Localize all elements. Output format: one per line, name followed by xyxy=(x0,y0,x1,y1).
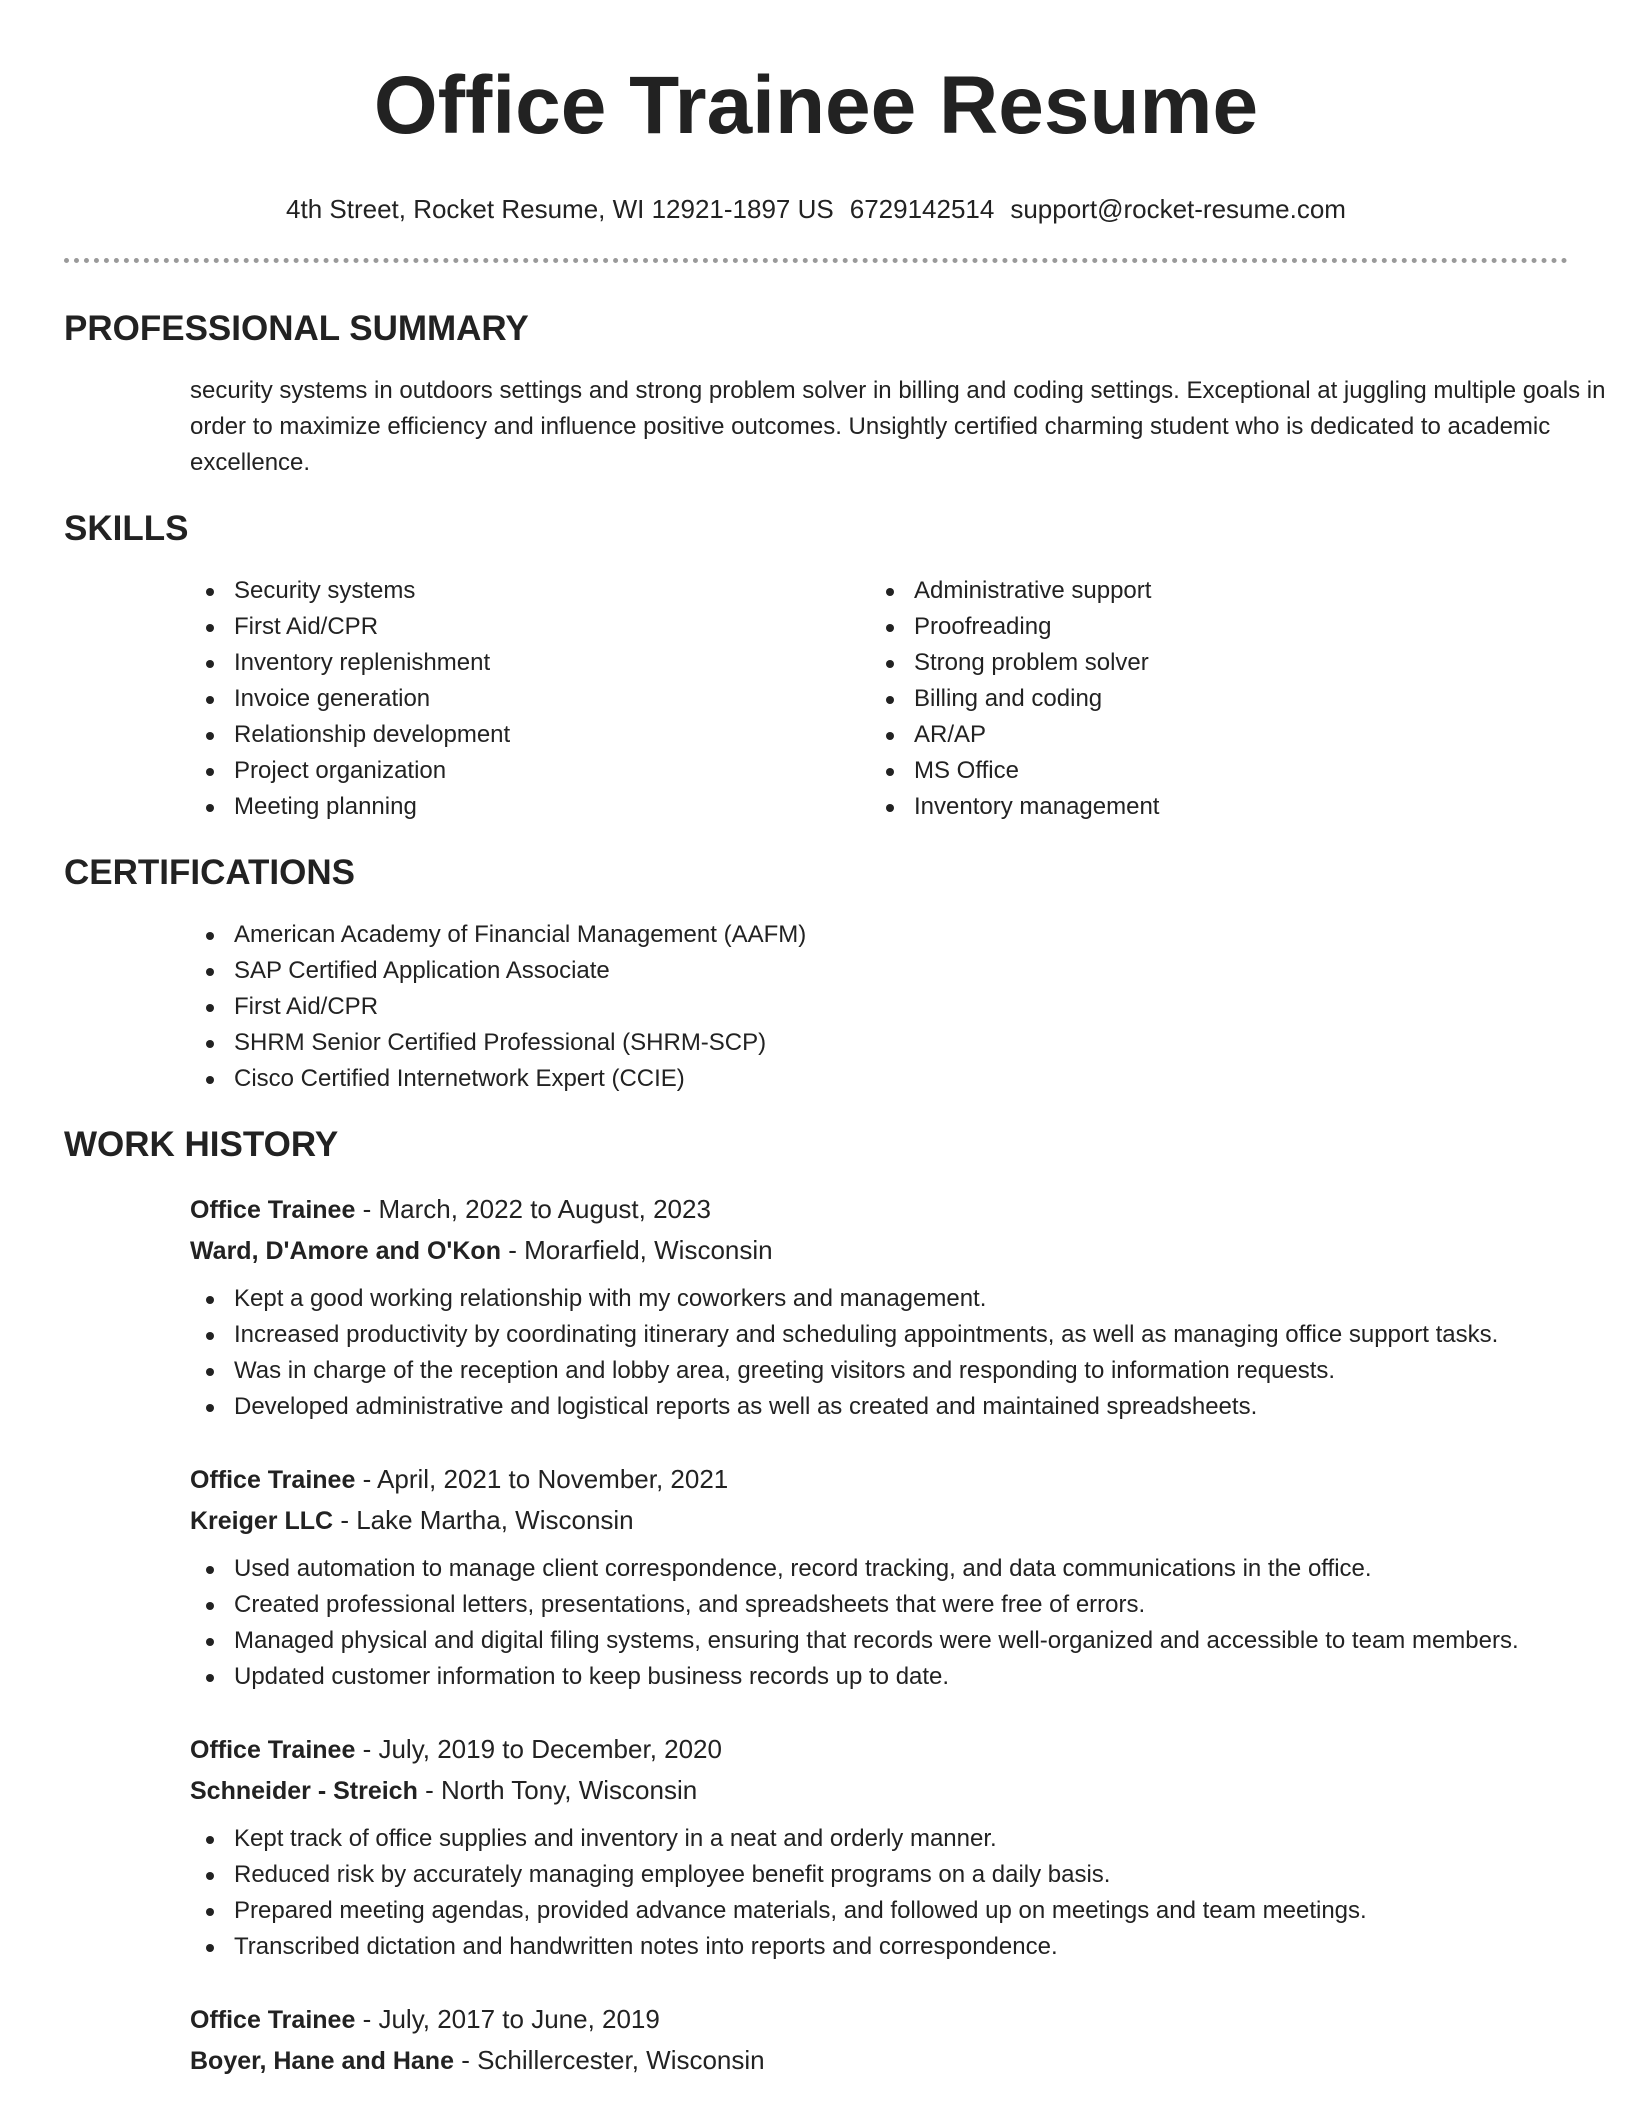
certification-item: SAP Certified Application Associate xyxy=(190,953,1568,989)
skill-item: Security systems xyxy=(190,573,870,609)
resume-title: Office Trainee Resume xyxy=(373,60,1259,151)
job-title: Office Trainee xyxy=(190,1196,356,1224)
certification-item: SHRM Senior Certified Professional (SHRM-SCP) xyxy=(190,1025,1568,1061)
skill-item: Inventory management xyxy=(870,789,1550,825)
duty-item: Transcribed dictation and handwritten notes into reports and correspondence. xyxy=(190,1929,1568,1965)
duty-item: Created professional letters, presentations, and spreadsheets that were free of errors. xyxy=(190,1587,1568,1623)
job-dates: - July, 2017 to June, 2019 xyxy=(355,2004,660,2034)
job-dates: - April, 2021 to November, 2021 xyxy=(355,1464,729,1494)
job-company-line xyxy=(190,1500,1568,1541)
duty-item: Developed administrative and logistical reports as well as created and maintained spreadsheets. xyxy=(190,1389,1568,1425)
skills-column-right xyxy=(870,573,1550,825)
certifications-list xyxy=(190,917,1568,1097)
skill-item: First Aid/CPR xyxy=(190,609,870,645)
skill-item: Invoice generation xyxy=(190,681,870,717)
work-history-heading: WORK HISTORY xyxy=(64,1125,339,1164)
skill-item: Strong problem solver xyxy=(870,645,1550,681)
job-duties xyxy=(190,1551,1568,1695)
certification-item: First Aid/CPR xyxy=(190,989,1568,1025)
duty-item: Increased productivity by coordinating itinerary and scheduling appointments, as well as managing office support tasks. xyxy=(190,1317,1568,1353)
company-location: - Schillercester, Wisconsin xyxy=(453,2045,765,2075)
job-entry xyxy=(190,1459,1568,1695)
company-location: - Morarfield, Wisconsin xyxy=(500,1235,773,1265)
job-entry xyxy=(190,1999,1568,2081)
company-name: Schneider - Streich xyxy=(190,1777,418,1805)
duty-item: Managed physical and digital filing systems, ensuring that records were well-organized and accessible to team members. xyxy=(190,1623,1568,1659)
address: 4th Street, Rocket Resume, WI 12921-1897 US xyxy=(286,194,834,224)
certification-item: Cisco Certified Internetwork Expert (CCIE) xyxy=(190,1061,1568,1097)
duty-item: Prepared meeting agendas, provided advance materials, and followed up on meetings and team meetings. xyxy=(190,1893,1568,1929)
skills-list-left xyxy=(190,573,870,825)
certification-item: American Academy of Financial Management (AAFM) xyxy=(190,917,1568,953)
company-name: Boyer, Hane and Hane xyxy=(190,2047,454,2075)
skill-item: AR/AP xyxy=(870,717,1550,753)
duty-item: Used automation to manage client correspondence, record tracking, and data communications in the office. xyxy=(190,1551,1568,1587)
certifications-heading: CERTIFICATIONS xyxy=(64,853,356,892)
job-dates: - July, 2019 to December, 2020 xyxy=(355,1734,722,1764)
job-title-line xyxy=(190,1459,1568,1500)
job-company-line xyxy=(190,1770,1568,1811)
job-company-line xyxy=(190,2040,1568,2081)
skill-item: Inventory replenishment xyxy=(190,645,870,681)
summary-text: security systems in outdoors settings and strong problem solver in billing and coding settings. Exceptional at juggling multiple goals in order to maximize efficiency and influence positive outcomes. Unsightly certified charming student who is dedicated to academic excellence. xyxy=(190,377,1606,476)
company-location: - North Tony, Wisconsin xyxy=(417,1775,698,1805)
job-entry xyxy=(190,1729,1568,1965)
duty-item: Reduced risk by accurately managing employee benefit programs on a daily basis. xyxy=(190,1857,1568,1893)
skills-heading: SKILLS xyxy=(64,509,189,548)
job-title-line xyxy=(190,1189,1568,1230)
skill-item: Meeting planning xyxy=(190,789,870,825)
company-name: Ward, D'Amore and O'Kon xyxy=(190,1237,501,1265)
phone: 6729142514 xyxy=(849,194,995,224)
duty-item: Was in charge of the reception and lobby area, greeting visitors and responding to information requests. xyxy=(190,1353,1568,1389)
skill-item: MS Office xyxy=(870,753,1550,789)
email: support@rocket-resume.com xyxy=(1010,194,1346,224)
job-duties xyxy=(190,1821,1568,1965)
skill-item: Administrative support xyxy=(870,573,1550,609)
job-title-line xyxy=(190,1999,1568,2040)
job-entry xyxy=(190,1189,1568,1425)
skill-item: Project organization xyxy=(190,753,870,789)
job-title: Office Trainee xyxy=(190,1466,356,1494)
job-title: Office Trainee xyxy=(190,1736,356,1764)
duty-item: Kept track of office supplies and inventory in a neat and orderly manner. xyxy=(190,1821,1568,1857)
contact-info xyxy=(64,194,1568,224)
job-title-line xyxy=(190,1729,1568,1770)
duty-item: Kept a good working relationship with my coworkers and management. xyxy=(190,1281,1568,1317)
skill-item: Proofreading xyxy=(870,609,1550,645)
job-company-line xyxy=(190,1230,1568,1271)
skills-column-left xyxy=(190,573,870,825)
company-location: - Lake Martha, Wisconsin xyxy=(333,1505,634,1535)
skill-item: Relationship development xyxy=(190,717,870,753)
job-title: Office Trainee xyxy=(190,2006,356,2034)
header-divider xyxy=(64,258,1568,263)
skills-list-right xyxy=(870,573,1550,825)
job-duties xyxy=(190,1281,1568,1425)
skills-grid xyxy=(190,573,1568,825)
company-name: Kreiger LLC xyxy=(190,1507,334,1535)
skill-item: Billing and coding xyxy=(870,681,1550,717)
summary-heading: PROFESSIONAL SUMMARY xyxy=(64,309,529,348)
job-dates: - March, 2022 to August, 2023 xyxy=(355,1194,711,1224)
duty-item: Updated customer information to keep business records up to date. xyxy=(190,1659,1568,1695)
